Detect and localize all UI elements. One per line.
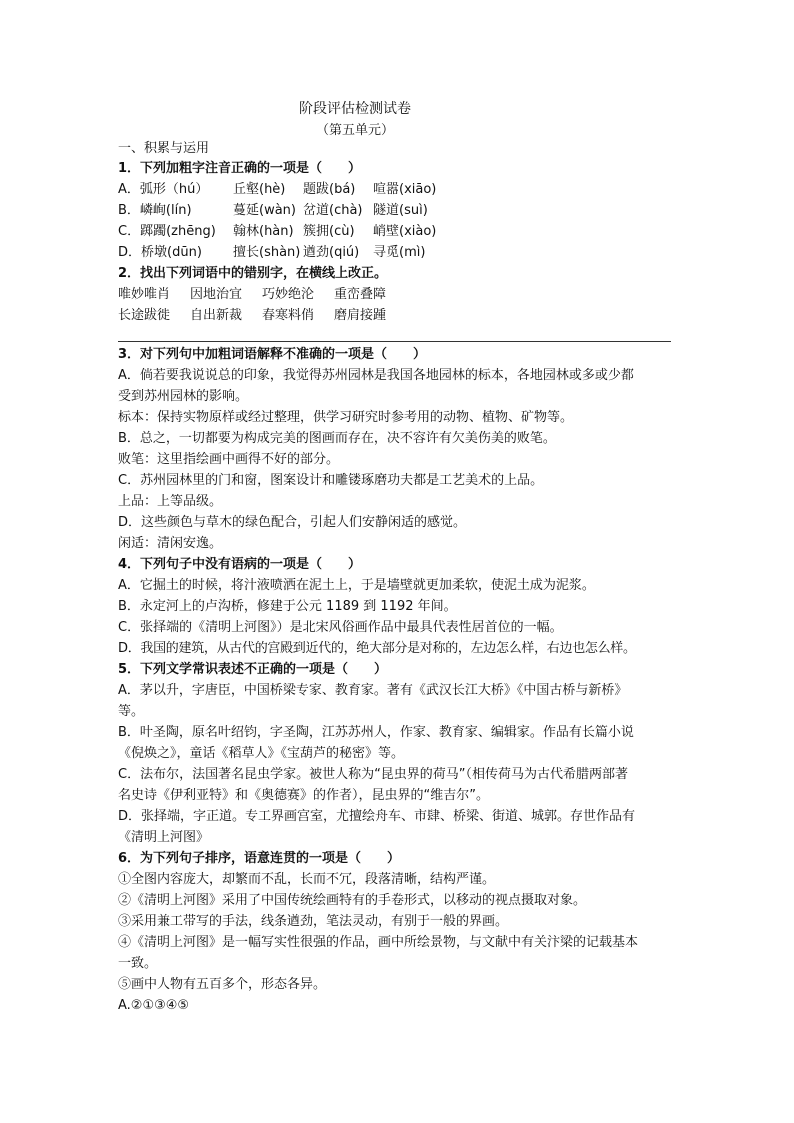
word-item: 磨肩接踵 xyxy=(334,308,387,323)
option-label: D．桥墩(dūn) xyxy=(118,245,202,260)
question-6-sentence-4-cont: 一致。 xyxy=(118,956,158,971)
question-3-explanation-d: 闲适：清闲安逸。 xyxy=(118,536,223,551)
question-5-stem: 5．下列文学常识表述不正确的一项是（ ） xyxy=(118,662,388,677)
question-1-option-d xyxy=(118,244,678,262)
question-2-words-row-2 xyxy=(118,307,678,325)
question-6-sentence-5: ⑤画中人物有五百多个，形态各异。 xyxy=(118,977,327,992)
option-word: 遒劲(qiú) xyxy=(303,245,360,260)
word-item: 长途跋徙 xyxy=(118,308,171,323)
question-3-option-a-cont: 受到苏州园林的影响。 xyxy=(118,389,249,404)
question-3-option-b: B．总之，一切都要为构成完美的图画而存在，决不容许有欠美伤美的败笔。 xyxy=(118,431,556,446)
option-word: 丘壑(hè) xyxy=(233,182,286,197)
question-5-option-d: D．张择端，字正道。专工界画宫室，尤擅绘舟车、市肆、桥梁、街道、城郭。存世作品有 xyxy=(118,809,636,824)
question-4-option-a: A．它掘土的时候，将汁液喷洒在泥土上，于是墙壁就更加柔软，使泥土成为泥浆。 xyxy=(118,578,595,593)
option-word: 岔道(chà) xyxy=(303,203,363,218)
question-6-sentence-2: ②《清明上河图》采用了中国传统绘画特有的手卷形式，以移动的视点摄取对象。 xyxy=(118,893,587,908)
question-4-option-b: B．永定河上的卢沟桥，修建于公元 1189 到 1192 年间。 xyxy=(118,599,457,614)
option-word: 寻觅(mì) xyxy=(373,245,426,260)
option-word: 擅长(shàn) xyxy=(233,245,301,260)
word-item: 春寒料俏 xyxy=(262,308,315,323)
option-word: 蔓延(wàn) xyxy=(233,203,296,218)
question-1-option-c xyxy=(118,223,678,241)
question-5-option-a: A．茅以升，字唐臣，中国桥梁专家、教育家。著有《武汉长江大桥》《中国古桥与新桥》 xyxy=(118,683,628,698)
question-3-option-c: C．苏州园林里的门和窗，图案设计和雕镂琢磨功夫都是工艺美术的上品。 xyxy=(118,473,544,488)
word-item: 自出新裁 xyxy=(190,308,243,323)
question-6-sentence-4: ④《清明上河图》是一幅写实性很强的作品，画中所绘景物，与文献中有关汴梁的记载基本 xyxy=(118,935,639,950)
page-subtitle: （第五单元） xyxy=(315,123,394,138)
question-2-stem: 2．找出下列词语中的错别字，在横线上改正。 xyxy=(118,266,388,281)
question-4-option-d: D．我国的建筑，从古代的宫殿到近代的，绝大部分是对称的，左边怎么样，右边也怎么样。 xyxy=(118,641,636,656)
question-5-option-c-cont: 名史诗《伊利亚特》和《奥德赛》的作者），昆虫界的“维吉尔”。 xyxy=(118,788,489,803)
word-item: 唯妙唯肖 xyxy=(118,287,171,302)
question-5-option-b: B．叶圣陶，原名叶绍钧，字圣陶，江苏苏州人，作家、教育家、编辑家。作品有长篇小说 xyxy=(118,725,634,740)
question-2-words-row-1 xyxy=(118,286,678,304)
question-3-option-a: A．倘若要我说说总的印象，我觉得苏州园林是我国各地园林的标本，各地园林或多或少都 xyxy=(118,368,634,383)
question-5-option-b-cont: 《倪焕之》，童话《稻草人》《宝葫芦的秘密》等。 xyxy=(118,746,405,761)
option-label: C．踯躅(zhēng) xyxy=(118,224,216,239)
question-5-option-c: C．法布尔，法国著名昆虫学家。被世人称为“昆虫界的荷马”（相传荷马为古代希腊两部著 xyxy=(118,767,629,782)
section-heading: 一、积累与运用 xyxy=(118,141,210,156)
option-word: 翰林(hàn) xyxy=(233,224,294,239)
question-6-stem: 6．为下列句子排序，语意连贯的一项是（ ） xyxy=(118,851,401,866)
question-1-option-a xyxy=(118,181,678,199)
option-word: 喧嚣(xiāo) xyxy=(373,182,437,197)
question-4-option-c: C．张择端的《清明上河图》）是北宋风俗画作品中最具代表性居首位的一幅。 xyxy=(118,620,563,635)
option-label: A．弧形（hú） xyxy=(118,182,209,197)
question-3-explanation-b: 败笔：这里指绘画中画得不好的部分。 xyxy=(118,452,340,467)
answer-line xyxy=(118,341,671,342)
word-item: 重峦叠障 xyxy=(334,287,387,302)
option-word: 峭壁(xiào) xyxy=(373,224,437,239)
option-label: B．嶙峋(lín) xyxy=(118,203,192,218)
option-word: 题跋(bá) xyxy=(303,182,356,197)
question-3-stem: 3．对下列句中加粗词语解释不准确的一项是（ ） xyxy=(118,347,427,362)
question-6-sentence-3: ③采用兼工带写的手法，线条遒劲，笔法灵动，有别于一般的界画。 xyxy=(118,914,509,929)
question-3-option-d: D．这些颜色与草木的绿色配合，引起人们安静闲适的感觉。 xyxy=(118,515,467,530)
question-6-option-a: A.②①③④⑤ xyxy=(118,998,190,1013)
option-word: 簇拥(cù) xyxy=(303,224,355,239)
page-title: 阶段评估检测试卷 xyxy=(299,101,411,117)
question-6-sentence-1: ①全图内容庞大，却繁而不乱，长而不冗，段落清晰，结构严谨。 xyxy=(118,872,496,887)
question-1-stem: 1．下列加粗字注音正确的一项是（ ） xyxy=(118,161,362,176)
word-item: 因地治宜 xyxy=(190,287,243,302)
option-word: 隧道(suì) xyxy=(373,203,428,218)
question-5-option-d-cont: 《清明上河图》 xyxy=(118,830,210,845)
question-1-option-b xyxy=(118,202,678,220)
question-3-explanation-a: 标本：保持实物原样或经过整理，供学习研究时参考用的动物、植物、矿物等。 xyxy=(118,410,574,425)
question-5-option-a-cont: 等。 xyxy=(118,704,145,719)
question-3-explanation-c: 上品：上等品级。 xyxy=(118,494,223,509)
word-item: 巧妙绝沦 xyxy=(262,287,315,302)
question-4-stem: 4．下列句子中没有语病的一项是（ ） xyxy=(118,557,362,572)
